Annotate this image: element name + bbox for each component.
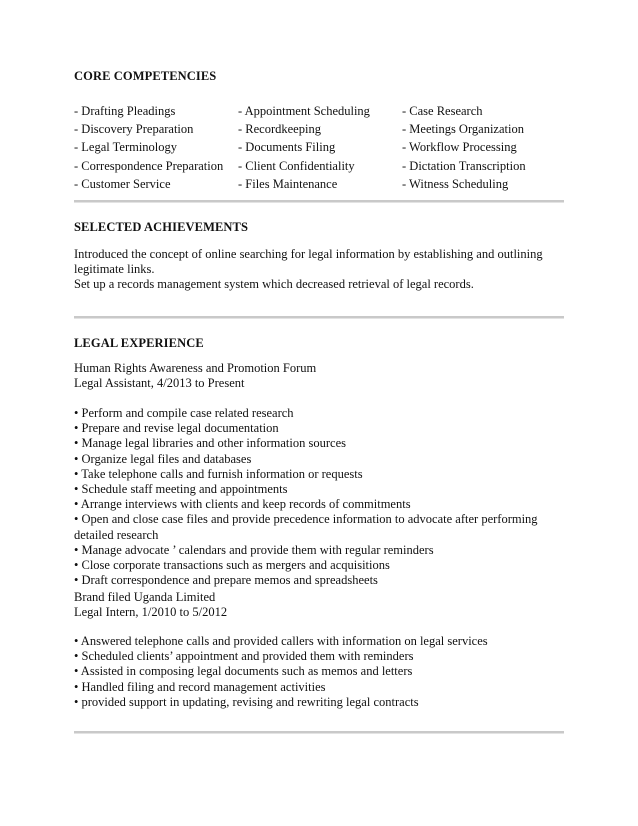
competency-item: - Meetings Organization (402, 122, 524, 137)
achievements-text (74, 247, 566, 293)
list-item: • Handled filing and record management activities (74, 679, 326, 694)
achievement-line: Introduced the concept of online searching for legal information by establishing and outlining (74, 247, 543, 261)
list-item: • Arrange interviews with clients and keep records of commitments (74, 497, 411, 512)
list-item: • Manage legal libraries and other information sources (74, 436, 346, 451)
competencies-column-1 (74, 102, 223, 193)
achievements-heading: SELECTED ACHIEVEMENTS (74, 220, 249, 234)
list-item: • Prepare and revise legal documentation (74, 421, 279, 436)
list-item: • Close corporate transactions such as mergers and acquisitions (74, 558, 390, 573)
list-item: • Perform and compile case related research (74, 406, 294, 420)
list-item: • Manage advocate ’ calendars and provide them with regular reminders (74, 542, 434, 557)
competency-item: - Files Maintenance (238, 176, 338, 191)
competency-item: - Discovery Preparation (74, 122, 194, 137)
list-item: • Organize legal files and databases (74, 451, 252, 466)
section-divider (74, 731, 564, 734)
job-header (74, 361, 566, 391)
job-role: Legal Intern, 1/2010 to 5/2012 (74, 605, 228, 620)
list-item: • Scheduled clients’ appointment and provided them with reminders (74, 649, 414, 664)
achievement-line: Set up a records management system which decreased retrieval of legal records. (74, 277, 474, 292)
competency-item: - Drafting Pleadings (74, 104, 176, 118)
competency-item: - Client Confidentiality (238, 158, 355, 173)
job-role: Legal Assistant, 4/2013 to Present (74, 376, 245, 391)
list-item: • Open and close case files and provide precedence information to advocate after performing (74, 512, 538, 527)
legal-experience-heading: LEGAL EXPERIENCE (74, 336, 204, 350)
job-employer: Brand filed Uganda Limited (74, 590, 216, 604)
competency-item: - Workflow Processing (402, 140, 517, 155)
achievement-line: legitimate links. (74, 262, 155, 277)
list-item: • Draft correspondence and prepare memos and spreadsheets (74, 573, 378, 588)
list-item: • Schedule staff meeting and appointments (74, 482, 288, 497)
competency-item: - Appointment Scheduling (238, 104, 370, 118)
competency-item: - Recordkeeping (238, 122, 321, 137)
competency-item: - Correspondence Preparation (74, 158, 224, 173)
job-header (74, 590, 566, 620)
job-employer: Human Rights Awareness and Promotion Forum (74, 361, 317, 375)
competency-item: - Case Research (402, 104, 483, 118)
list-item: • Answered telephone calls and provided callers with information on legal services (74, 634, 488, 648)
competency-item: - Customer Service (74, 176, 171, 191)
core-competencies-heading: CORE COMPETENCIES (74, 69, 217, 83)
competencies-column-3 (402, 102, 526, 193)
competency-item: - Witness Scheduling (402, 176, 509, 191)
section-divider (74, 316, 564, 319)
list-item: • Assisted in composing legal documents such as memos and letters (74, 664, 413, 679)
competency-item: - Dictation Transcription (402, 158, 526, 173)
competency-item: - Legal Terminology (74, 140, 178, 155)
competency-item: - Documents Filing (238, 140, 336, 155)
job-duties-list (74, 406, 566, 588)
list-item: • provided support in updating, revising and rewriting legal contracts (74, 694, 419, 709)
section-divider (74, 200, 564, 203)
list-item: detailed research (74, 527, 159, 542)
job-duties-list (74, 634, 566, 710)
competencies-column-2 (238, 102, 370, 193)
list-item: • Take telephone calls and furnish information or requests (74, 466, 363, 481)
